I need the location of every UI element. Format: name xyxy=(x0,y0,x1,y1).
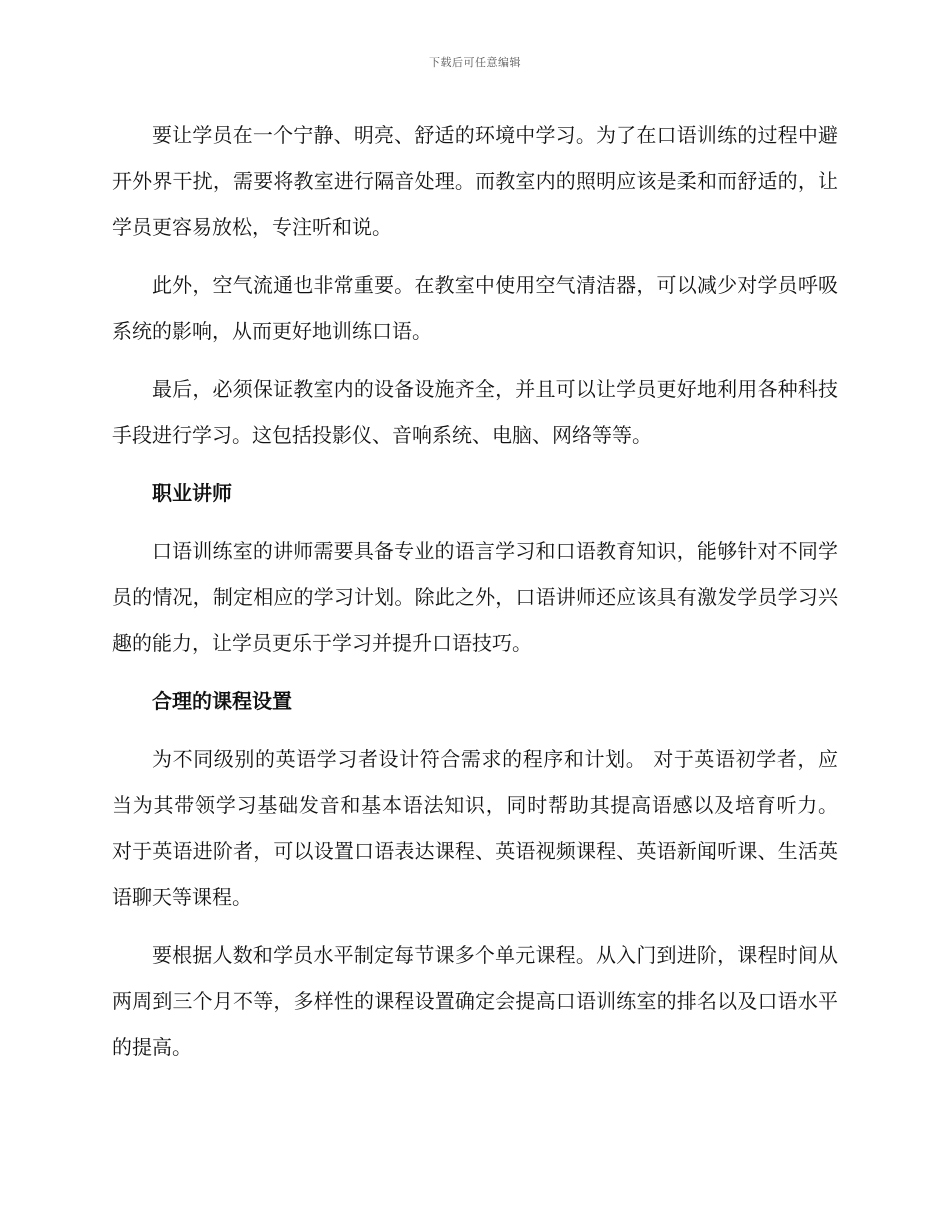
paragraph-air-circulation: 此外，空气流通也非常重要。在教室中使用空气清洁器，可以减少对学员呼吸系统的影响，从而更好地训练口语。 xyxy=(112,273,838,343)
document-body xyxy=(112,112,838,1082)
paragraph-curriculum-levels: 为不同级别的英语学习者设计符合需求的程序和计划。 对于英语初学者，应当为其带领学习基础发音和基本语法知识，同时帮助其提高语感以及培育听力。 对于英语进阶者，可以设置口语表达课程、英语视频课程、英语新闻听课、生活英语聊天等课程。 xyxy=(112,747,838,909)
paragraph-environment: 要让学员在一个宁静、明亮、舒适的环境中学习。为了在口语训练的过程中避开外界干扰，需要将教室进行隔音处理。而教室内的照明应该是柔和而舒适的，让学员更容易放松，专注听和说。 xyxy=(112,123,838,239)
section-heading-curriculum: 合理的课程设置 xyxy=(152,689,292,713)
paragraph-equipment: 最后，必须保证教室内的设备设施齐全，并且可以让学员更好地利用各种科技手段进行学习。这包括投影仪、音响系统、电脑、网络等等。 xyxy=(112,377,838,447)
page-header-note: 下载后可任意编辑 xyxy=(429,56,521,69)
paragraph-curriculum-units: 要根据人数和学员水平制定每节课多个单元课程。从入门到进阶，课程时间从两周到三个月不等，多样性的课程设置确定会提高口语训练室的排名以及口语水平的提高。 xyxy=(112,943,838,1059)
paragraph-instructors: 口语训练室的讲师需要具备专业的语言学习和口语教育知识，能够针对不同学员的情况，制定相应的学习计划。除此之外，口语讲师还应该具有激发学员学习兴趣的能力，让学员更乐于学习并提升口语技巧。 xyxy=(112,539,838,655)
section-heading-instructors: 职业讲师 xyxy=(152,481,232,505)
